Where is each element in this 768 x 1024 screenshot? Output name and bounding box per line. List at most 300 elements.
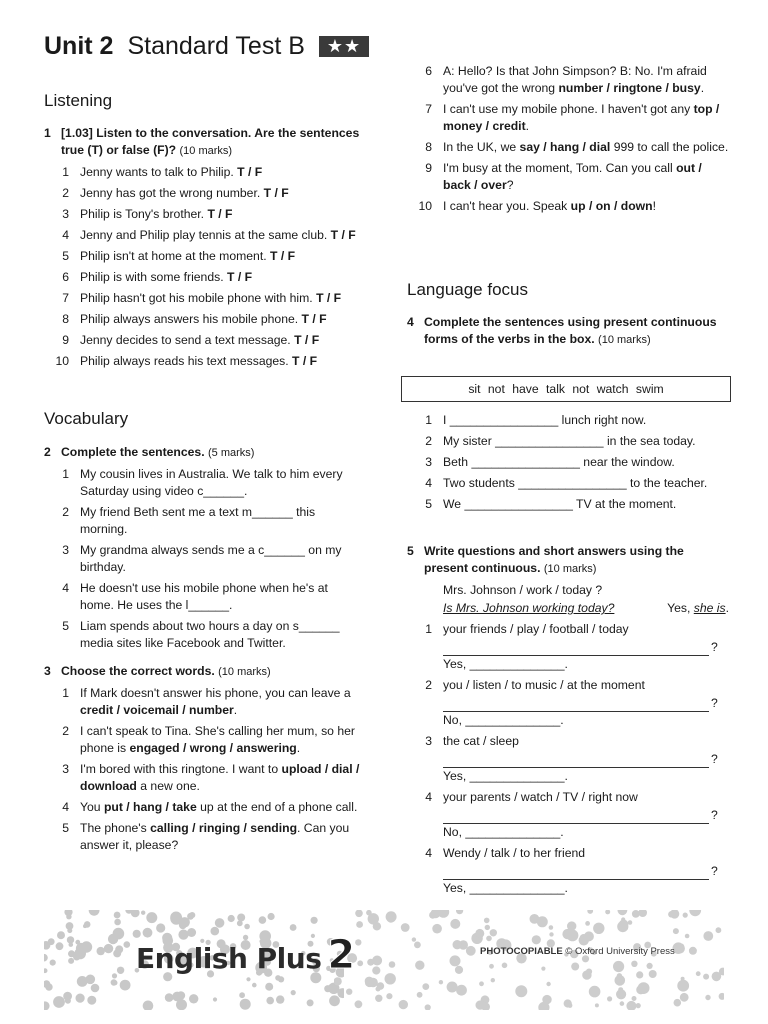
list-item — [407, 454, 729, 471]
pattern-dot — [620, 1001, 625, 1006]
true-false-options: T / F — [316, 291, 342, 305]
item-text — [443, 677, 729, 729]
item-text: I ________________ lunch right now. — [443, 413, 647, 427]
sentence-start: You — [80, 800, 104, 814]
pattern-dot — [486, 936, 492, 942]
example-question: Is Mrs. Johnson working today? — [443, 601, 615, 615]
pattern-dot — [589, 986, 601, 998]
list-item — [44, 542, 362, 576]
pattern-dot — [689, 947, 697, 955]
pattern-dot — [44, 968, 48, 973]
pattern-dot — [87, 996, 96, 1005]
list-item — [44, 723, 362, 757]
pattern-dot — [366, 910, 372, 916]
pattern-dot — [237, 914, 245, 922]
list-item — [407, 496, 729, 513]
pattern-dot — [112, 973, 117, 978]
pattern-dot — [412, 937, 416, 941]
sentence-end: . Can you answer it, please? — [80, 821, 350, 852]
pattern-dot — [81, 941, 92, 952]
item-text: My grandma always sends me a c______ on my birthday. — [80, 543, 342, 574]
pattern-dot — [439, 980, 443, 984]
true-false-options: T / F — [292, 354, 318, 368]
short-answer: No, ______________. — [443, 713, 564, 727]
q1-item-list — [44, 164, 362, 370]
true-false-options: T / F — [237, 165, 263, 179]
item-text: Two students ________________ to the teacher. — [443, 476, 708, 490]
pattern-dot — [453, 940, 462, 949]
list-item — [44, 248, 362, 265]
item-number: 5 — [62, 619, 69, 633]
pattern-dot — [113, 928, 125, 940]
pattern-dot — [375, 995, 382, 1002]
pattern-dot — [705, 995, 710, 1000]
pattern-dot — [146, 912, 157, 923]
sentence-start: A: Hello? Is that John Simpson? B: No. I'm afraid you've got the wrong — [443, 64, 707, 95]
item-text — [80, 332, 362, 349]
pattern-dot — [619, 920, 628, 929]
pattern-dot — [91, 984, 100, 993]
statement-text: Philip always answers his mobile phone. — [80, 312, 302, 326]
example-answer-suffix: . — [725, 601, 729, 615]
pattern-dot — [115, 945, 123, 953]
answer-line-row — [443, 638, 729, 656]
item-text — [80, 761, 362, 795]
decorative-pattern-right — [334, 910, 724, 1010]
item-number: 6 — [62, 270, 69, 284]
question-mark: ? — [711, 696, 718, 710]
item-number: 8 — [62, 312, 69, 326]
q2-item-list — [44, 466, 362, 652]
item-text — [443, 139, 729, 156]
pattern-dot — [65, 998, 71, 1004]
test-name: Standard Test B — [127, 32, 305, 60]
question-instruction: Write questions and short answers using the present continuous. — [424, 544, 684, 575]
pattern-dot — [425, 1004, 431, 1010]
pattern-dot — [170, 912, 182, 924]
answer-line — [443, 643, 709, 656]
sentence-end: a new one. — [136, 779, 200, 793]
pattern-dot — [401, 923, 410, 932]
pattern-dot — [489, 964, 494, 969]
pattern-dot — [628, 920, 633, 925]
pattern-dot — [385, 973, 396, 984]
item-number: 9 — [62, 333, 69, 347]
statement-text: Jenny decides to send a text message. — [80, 333, 295, 347]
pattern-dot — [399, 1000, 408, 1009]
item-text: We ________________ TV at the moment. — [443, 497, 677, 511]
item-number: 3 — [62, 762, 69, 776]
pattern-dot — [689, 910, 701, 916]
question-marks: (10 marks) — [598, 334, 651, 346]
item-text — [80, 269, 362, 286]
pattern-dot — [673, 928, 679, 934]
pattern-dot — [491, 978, 495, 982]
list-item — [44, 332, 362, 349]
item-number: 1 — [62, 686, 69, 700]
question-mark: ? — [711, 864, 718, 878]
list-item — [44, 580, 362, 614]
answer-line-row — [443, 694, 729, 712]
pattern-dot — [455, 966, 463, 974]
pattern-dot — [719, 993, 724, 1000]
item-number: 4 — [425, 476, 432, 490]
question-mark: ? — [711, 808, 718, 822]
pattern-dot — [618, 910, 628, 915]
sentence-start: I'm busy at the moment, Tom. Can you call — [443, 161, 677, 175]
pattern-dot — [213, 997, 217, 1001]
pattern-dot — [485, 925, 490, 930]
item-number: 8 — [425, 140, 432, 154]
pattern-dot — [647, 963, 653, 969]
question-prompt: the cat / sleep — [443, 734, 519, 748]
pattern-dot — [356, 921, 363, 928]
question-instruction: [1.03] Listen to the conversation. Are the sentences true (T) or false (F)? — [61, 126, 360, 157]
pattern-dot — [357, 960, 363, 966]
page-footer — [44, 910, 724, 1010]
list-item — [407, 845, 729, 897]
word-choices: up / on / down — [570, 199, 653, 213]
item-text — [443, 733, 729, 785]
answer-line — [443, 755, 709, 768]
item-text — [80, 685, 362, 719]
pattern-dot — [417, 992, 423, 998]
pattern-dot — [187, 913, 194, 920]
photocopiable-label: PHOTOCOPIABLE — [480, 946, 563, 957]
item-number: 1 — [62, 165, 69, 179]
pattern-dot — [532, 935, 541, 944]
pattern-dot — [311, 917, 318, 924]
question-marks: (10 marks) — [218, 666, 271, 678]
sentence-start: If Mark doesn't answer his phone, you can leave a — [80, 686, 351, 700]
example-answer-prefix: Yes, — [667, 601, 694, 615]
list-item — [407, 475, 729, 492]
pattern-dot — [240, 999, 251, 1010]
page-title — [44, 32, 369, 61]
list-item — [407, 677, 729, 729]
question-prompt: your friends / play / football / today — [443, 622, 629, 636]
pattern-dot — [571, 963, 579, 971]
q4-item-list — [407, 412, 729, 513]
example-answer: she is — [693, 601, 726, 615]
pattern-dot — [414, 942, 421, 949]
pattern-dot — [476, 1000, 485, 1009]
pattern-dot — [215, 918, 225, 928]
list-item — [44, 311, 362, 328]
pattern-dot — [585, 921, 590, 926]
list-item — [44, 799, 362, 816]
item-number: 7 — [62, 291, 69, 305]
list-item — [407, 63, 729, 97]
question-marks: (10 marks) — [543, 563, 597, 575]
sentence-start: I can't hear you. Speak — [443, 199, 571, 213]
pattern-dot — [56, 942, 64, 950]
pattern-dot — [386, 993, 392, 999]
pattern-dot — [365, 977, 374, 986]
sentence-end: ! — [652, 199, 656, 213]
question-instruction: Choose the correct words. — [61, 664, 215, 678]
word-choices: say / hang / dial — [519, 140, 611, 154]
list-item — [407, 433, 729, 450]
pattern-dot — [541, 967, 545, 971]
short-answer: Yes, ______________. — [443, 769, 568, 783]
sentence-start: I'm bored with this ringtone. I want to — [80, 762, 282, 776]
pattern-dot — [638, 982, 650, 994]
item-text: My cousin lives in Australia. We talk to him every Saturday using video c______. — [80, 467, 343, 498]
item-number: 10 — [55, 354, 69, 368]
pattern-dot — [515, 985, 527, 997]
item-text — [80, 227, 362, 244]
true-false-options: T / F — [207, 207, 233, 221]
pattern-dot — [649, 970, 657, 978]
unit-label: Unit 2 — [44, 32, 114, 60]
item-number: 4 — [62, 800, 69, 814]
pattern-dot — [675, 1001, 679, 1005]
item-text — [443, 101, 729, 135]
pattern-dot — [626, 1001, 636, 1010]
pattern-dot — [44, 1001, 50, 1010]
item-number: 7 — [425, 102, 432, 116]
question-number: 2 — [44, 445, 51, 459]
pattern-dot — [291, 990, 296, 995]
statement-text: Jenny has got the wrong number. — [80, 186, 264, 200]
item-text — [80, 799, 362, 816]
item-text — [80, 353, 362, 370]
item-number: 2 — [425, 678, 432, 692]
item-text — [80, 820, 362, 854]
item-number: 6 — [425, 64, 432, 78]
item-text — [443, 845, 729, 897]
pattern-dot — [616, 989, 626, 999]
statement-text: Philip isn't at home at the moment. — [80, 249, 270, 263]
word-choices: number / ringtone / busy — [558, 81, 701, 95]
english-plus-logo — [136, 932, 355, 978]
statement-text: Philip is Tony's brother. — [80, 207, 208, 221]
pattern-dot — [415, 961, 424, 970]
list-item — [44, 206, 362, 223]
sentence-end: . — [233, 703, 238, 717]
pattern-dot — [582, 970, 591, 979]
answer-line-row — [443, 750, 729, 768]
item-text — [80, 206, 362, 223]
pattern-dot — [456, 985, 467, 996]
pattern-dot — [632, 910, 640, 918]
question-4 — [407, 314, 729, 349]
question-1 — [44, 125, 362, 374]
list-item — [44, 290, 362, 307]
true-false-options: T / F — [269, 249, 296, 263]
pattern-dot — [584, 931, 594, 941]
vocabulary-heading: Vocabulary — [44, 409, 129, 428]
pattern-dot — [114, 919, 121, 926]
pattern-dot — [141, 911, 145, 915]
item-number: 3 — [425, 734, 432, 748]
language-focus-heading: Language focus — [407, 280, 528, 299]
pattern-dot — [638, 910, 647, 917]
question-prompt: your parents / watch / TV / right now — [443, 790, 638, 804]
item-number: 1 — [425, 622, 432, 636]
pattern-dot — [355, 1000, 363, 1008]
item-number: 5 — [62, 821, 69, 835]
pattern-dot — [276, 995, 284, 1003]
difficulty-stars-badge: ★★ — [319, 36, 369, 57]
statement-text: Philip is with some friends. — [80, 270, 227, 284]
true-false-options: T / F — [301, 312, 327, 326]
item-text — [443, 198, 729, 215]
q3-item-list — [44, 685, 362, 854]
list-item — [407, 621, 729, 673]
word-choices: top / money / credit — [443, 102, 720, 133]
q5-example — [407, 582, 729, 617]
pattern-dot — [76, 994, 85, 1003]
list-item — [44, 185, 362, 202]
pattern-dot — [696, 971, 701, 976]
item-text — [443, 160, 729, 194]
pattern-dot — [67, 928, 72, 933]
question-3 — [44, 663, 362, 858]
list-item — [44, 820, 362, 854]
item-text: Beth ________________ near the window. — [443, 455, 675, 469]
list-item — [44, 466, 362, 500]
list-item — [407, 412, 729, 429]
pattern-dot — [75, 940, 80, 945]
item-number: 4 — [62, 228, 69, 242]
pattern-dot — [546, 982, 550, 986]
pattern-dot — [268, 913, 275, 920]
publisher-label: © Oxford University Press — [565, 946, 675, 957]
list-item — [44, 504, 362, 538]
pattern-dot — [68, 958, 74, 964]
pattern-dot — [636, 971, 643, 978]
item-text — [80, 164, 362, 181]
item-number: 1 — [62, 467, 69, 481]
verb-word-box: sit not have talk not watch swim — [401, 376, 731, 402]
item-number: 2 — [425, 434, 432, 448]
true-false-options: T / F — [330, 228, 356, 242]
sentence-start: I can't speak to Tina. She's calling her mum, so her phone is — [80, 724, 355, 755]
pattern-dot — [549, 925, 554, 930]
item-number: 4 — [62, 581, 69, 595]
pattern-dot — [716, 927, 722, 933]
list-item — [44, 164, 362, 181]
pattern-dot — [479, 981, 484, 986]
item-number: 4 — [425, 846, 432, 860]
item-number: 9 — [425, 161, 432, 175]
pattern-dot — [564, 999, 572, 1007]
word-choices: calling / ringing / sending — [150, 821, 298, 835]
pattern-dot — [77, 976, 88, 987]
pattern-dot — [57, 931, 65, 939]
pattern-dot — [680, 993, 689, 1002]
example-prompt: Mrs. Johnson / work / today ? — [443, 583, 603, 597]
item-text — [80, 723, 362, 757]
pattern-dot — [372, 966, 380, 974]
short-answer: Yes, ______________. — [443, 881, 568, 895]
item-text: My friend Beth sent me a text m______ this morning. — [80, 505, 316, 536]
item-number: 10 — [418, 199, 432, 213]
pattern-dot — [143, 1001, 154, 1011]
question-mark: ? — [711, 640, 718, 654]
pattern-dot — [266, 997, 274, 1005]
item-number: 2 — [62, 724, 69, 738]
question-2 — [44, 444, 362, 656]
pattern-dot — [389, 916, 395, 922]
answer-line — [443, 699, 709, 712]
pattern-dot — [290, 924, 297, 931]
pattern-dot — [373, 922, 381, 930]
item-number: 2 — [62, 186, 69, 200]
pattern-dot — [432, 924, 442, 934]
pattern-dot — [562, 929, 572, 939]
question-4-items — [407, 412, 729, 517]
pattern-dot — [593, 923, 604, 934]
question-number: 4 — [407, 315, 414, 329]
question-5 — [407, 543, 729, 901]
pattern-dot — [549, 932, 553, 936]
pattern-dot — [376, 987, 381, 992]
pattern-dot — [456, 910, 463, 914]
pattern-dot — [613, 961, 624, 972]
pattern-dot — [124, 941, 131, 948]
item-number: 3 — [62, 207, 69, 221]
item-number: 1 — [425, 413, 432, 427]
pattern-dot — [237, 920, 243, 926]
question-instruction: Complete the sentences. — [61, 445, 205, 459]
sentence-end: 999 to call the police. — [610, 140, 729, 154]
pattern-dot — [607, 996, 612, 1001]
pattern-dot — [111, 979, 117, 985]
item-text — [443, 621, 729, 673]
list-item — [44, 761, 362, 795]
pattern-dot — [117, 967, 124, 974]
item-text — [80, 290, 362, 307]
pattern-dot — [109, 946, 113, 950]
list-item — [407, 139, 729, 156]
pattern-dot — [84, 921, 91, 928]
answer-line-row — [443, 862, 729, 880]
item-text: Liam spends about two hours a day on s______ media sites like Facebook and Twitter. — [80, 619, 340, 650]
pattern-dot — [44, 954, 48, 962]
pattern-dot — [595, 1003, 599, 1007]
pattern-dot — [53, 996, 65, 1008]
pattern-dot — [587, 910, 593, 914]
true-false-options: T / F — [294, 333, 320, 347]
item-text — [80, 311, 362, 328]
answer-line — [443, 811, 709, 824]
pattern-dot — [307, 999, 314, 1006]
pattern-dot — [490, 929, 497, 936]
pattern-dot — [244, 924, 250, 930]
pattern-dot — [683, 913, 688, 918]
pattern-dot — [484, 918, 490, 924]
pattern-dot — [389, 961, 396, 968]
pattern-dot — [466, 946, 476, 956]
pattern-dot — [69, 942, 74, 947]
pattern-dot — [114, 912, 121, 919]
pattern-dot — [239, 992, 245, 998]
item-text: He doesn't use his mobile phone when he's at home. He uses the l______. — [80, 581, 328, 612]
pattern-dot — [259, 916, 267, 924]
item-number: 3 — [62, 543, 69, 557]
pattern-dot — [450, 955, 461, 966]
brand-level: 2 — [327, 932, 355, 978]
pattern-dot — [615, 975, 626, 986]
statement-text: Jenny and Philip play tennis at the same club. — [80, 228, 331, 242]
list-item — [407, 101, 729, 135]
item-number: 4 — [425, 790, 432, 804]
pattern-dot — [605, 910, 610, 914]
item-text — [443, 63, 729, 97]
